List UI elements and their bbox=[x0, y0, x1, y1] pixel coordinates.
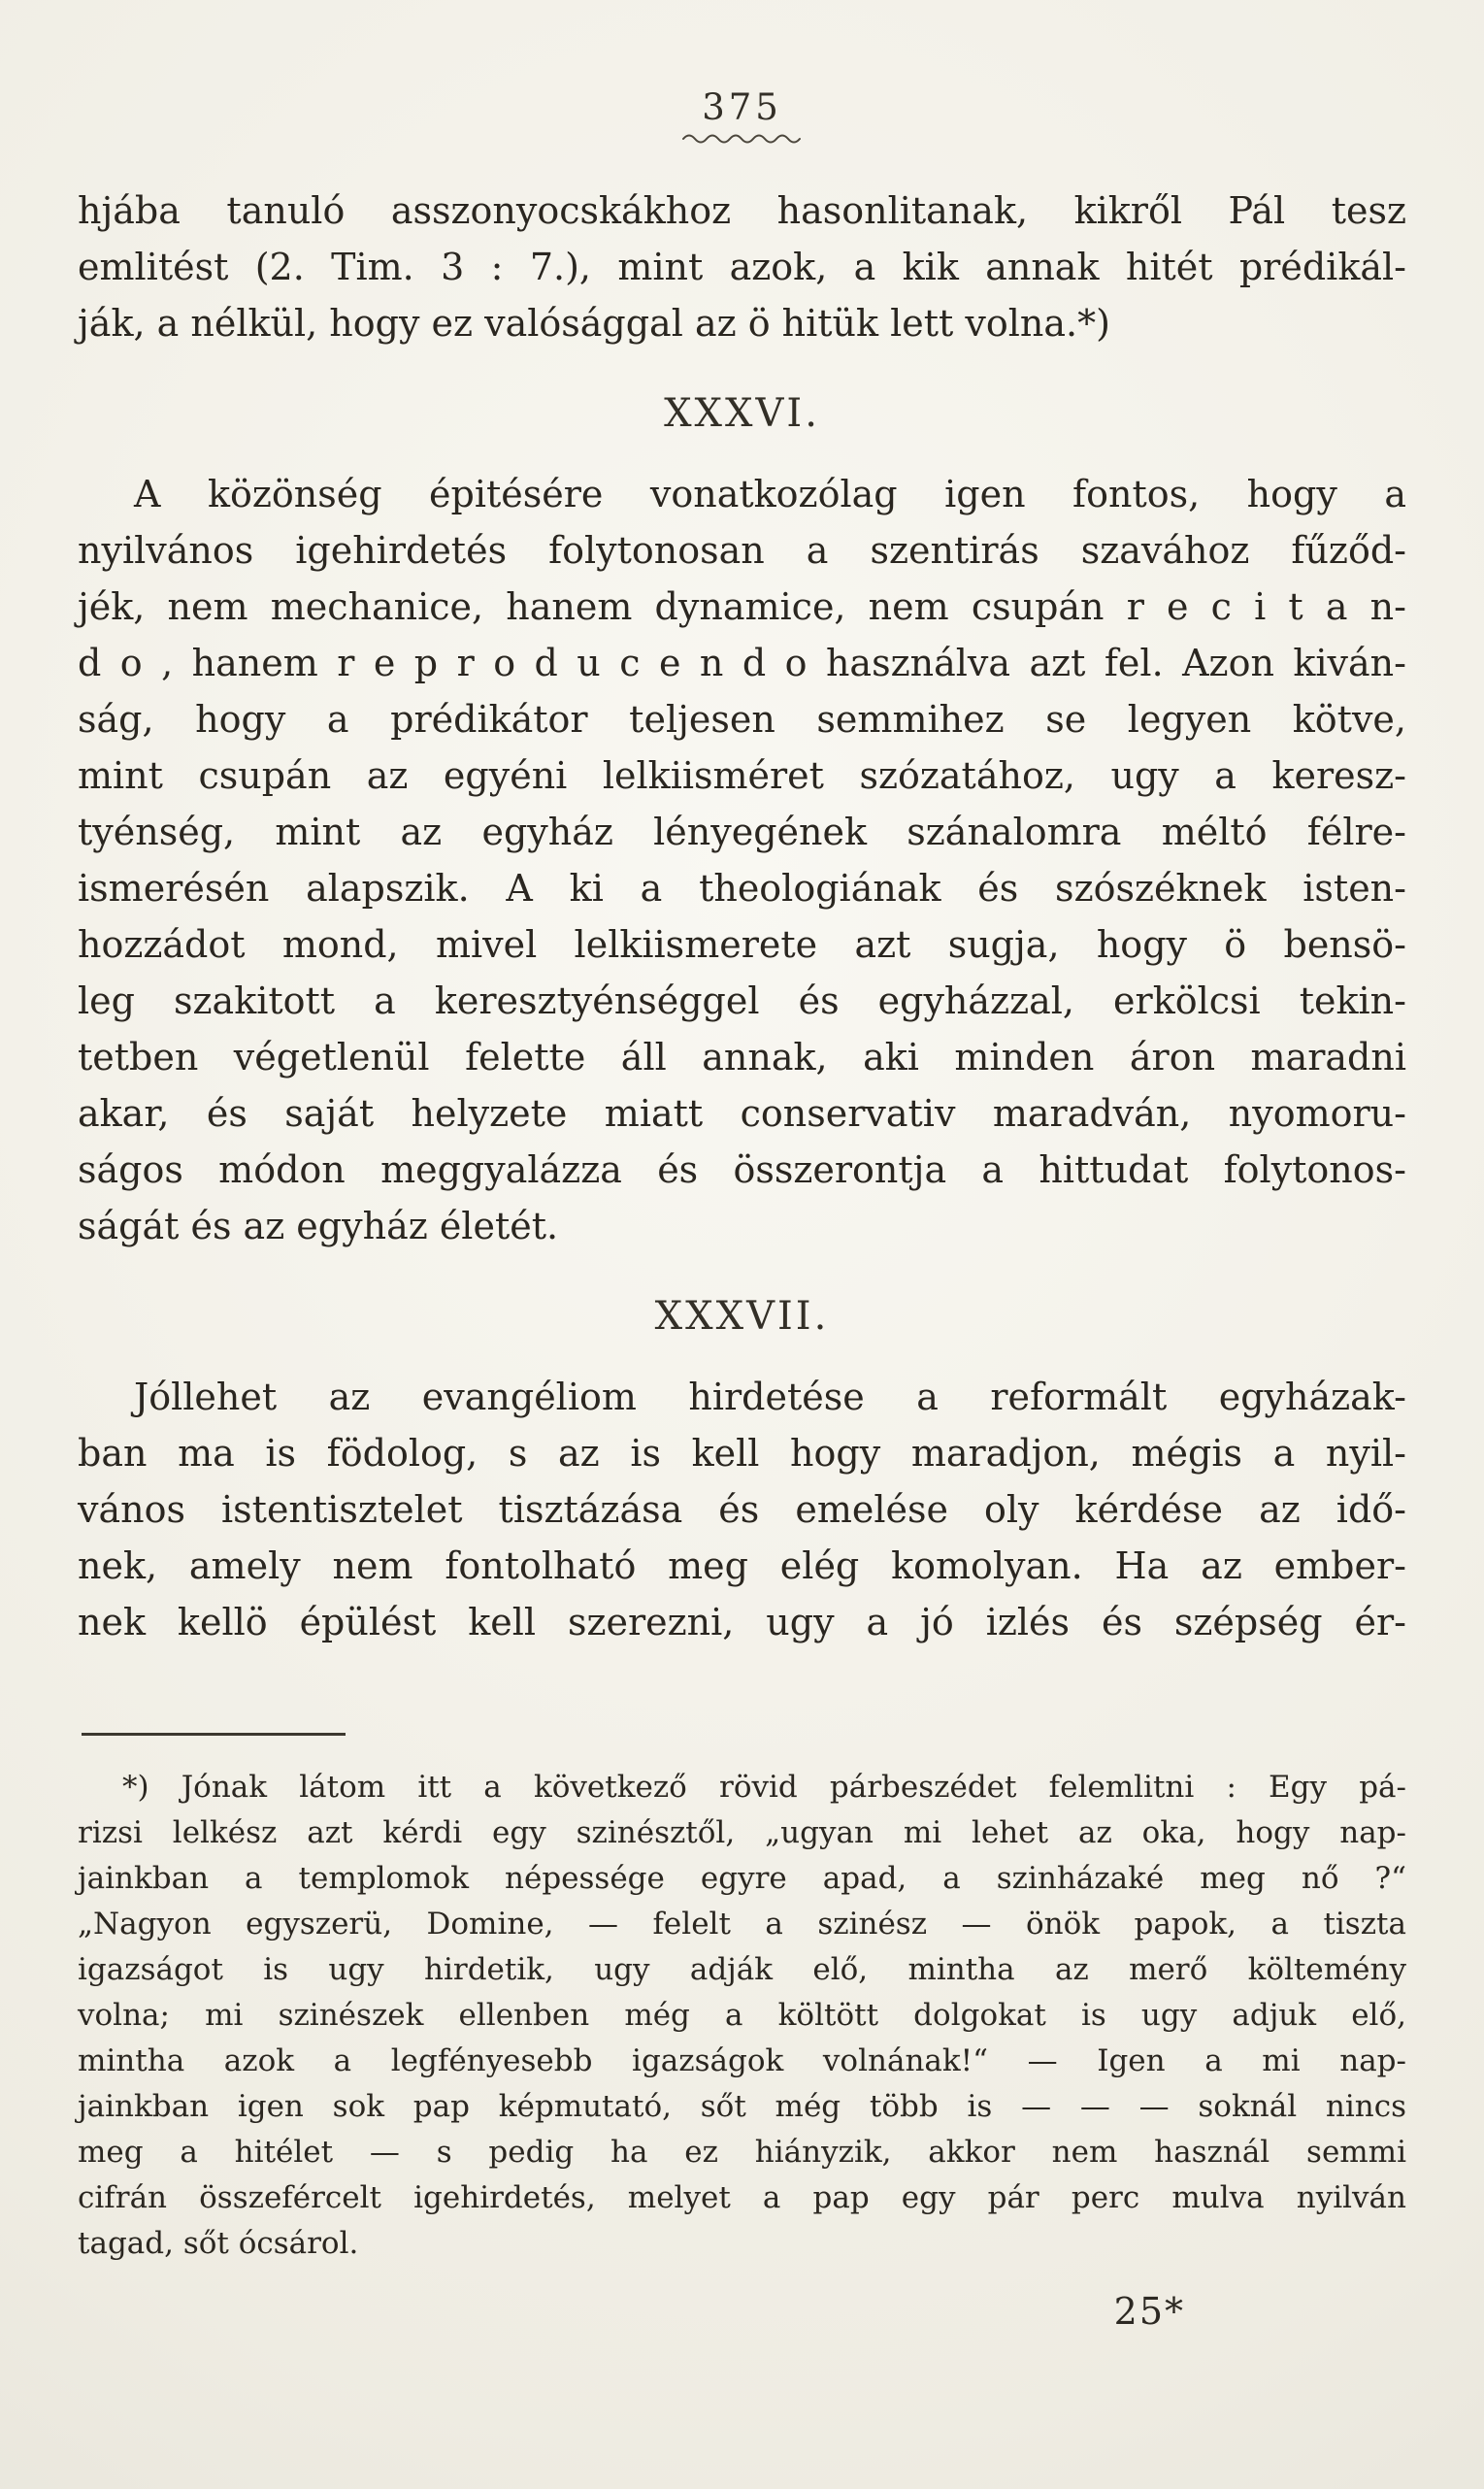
text-line: ismerésén alapszik. A ki a theologiának és szószéknek isten- bbox=[78, 867, 1406, 910]
text-line: Jóllehet az evangéliom hirdetése a reformált egyházak- bbox=[134, 1376, 1406, 1418]
text-line: A közönség épitésére vonatkozólag igen fontos, hogy a bbox=[134, 473, 1406, 515]
text-line: akar, és saját helyzete miatt conservativ maradván, nyomoru- bbox=[78, 1092, 1406, 1135]
footnote-line: „Nagyon egyszerü, Domine, — felelt a szinész — önök papok, a tiszta bbox=[78, 1907, 1406, 1941]
section-heading-xxxvi: XXXVI. bbox=[664, 391, 820, 436]
text-line: hjába tanuló asszonyocskákhoz hasonlitanak, kikről Pál tesz bbox=[78, 189, 1406, 232]
page-number: 375 bbox=[702, 86, 782, 128]
text-line: nyilvános igehirdetés folytonosan a szentirás szavához fűződ- bbox=[78, 529, 1406, 572]
text-line: leg szakitott a keresztyénséggel és egyházzal, erkölcsi tekin- bbox=[78, 979, 1406, 1022]
footnote-line: igazságot is ugy hirdetik, ugy adják elő, mintha az merő költemény bbox=[78, 1952, 1406, 1987]
text-line: d o , hanem r e p r o d u c e n d o használva azt fel. Azon kiván- bbox=[78, 642, 1406, 684]
footnote-line: mintha azok a legfényesebb igazságok volnának!“ — Igen a mi nap- bbox=[78, 2043, 1406, 2078]
footnote-line: tagad, sőt ócsárol. bbox=[78, 2226, 359, 2261]
section-heading-xxxvii: XXXVII. bbox=[654, 1294, 830, 1339]
paragraph-intro bbox=[78, 183, 1406, 351]
text-line: vános istentisztelet tisztázása és emelése oly kérdése az idő- bbox=[78, 1488, 1406, 1531]
footnote-line: cifrán összefércelt igehirdetés, melyet a pap egy pár perc mulva nyilván bbox=[78, 2180, 1406, 2215]
footnote-separator bbox=[82, 1733, 346, 1736]
footnote-line: jainkban a templomok népessége egyre apad, a szinházaké meg nő ?“ bbox=[78, 1861, 1406, 1896]
text-line: nek kellö épülést kell szerezni, ugy a jó izlés és szépség ér- bbox=[78, 1601, 1406, 1643]
text-line: mint csupán az egyéni lelkiisméret szózatához, ugy a keresz- bbox=[78, 754, 1406, 797]
text-line: tetben végetlenül felette áll annak, aki minden áron maradni bbox=[78, 1036, 1406, 1079]
paragraph-xxxvi bbox=[78, 466, 1406, 1254]
text-line: jék, nem mechanice, hanem dynamice, nem csupán r e c i t a n- bbox=[78, 585, 1406, 628]
text-line: nek, amely nem fontolható meg elég komolyan. Ha az ember- bbox=[78, 1544, 1406, 1587]
footnote-line: jainkban igen sok pap képmutató, sőt még több is — — — soknál nincs bbox=[78, 2089, 1406, 2124]
footnote bbox=[78, 1765, 1406, 2267]
footnote-line: volna; mi szinészek ellenben még a költött dolgokat is ugy adjuk elő, bbox=[78, 1998, 1406, 2033]
text-line: hozzádot mond, mivel lelkiismerete azt sugja, hogy ö bensö- bbox=[78, 923, 1406, 966]
footnote-line: meg a hitélet — s pedig ha ez hiányzik, akkor nem használ semmi bbox=[78, 2135, 1406, 2170]
text-line: tyénség, mint az egyház lényegének szánalomra méltó félre- bbox=[78, 811, 1406, 853]
text-line: ban ma is födolog, s az is kell hogy maradjon, mégis a nyil- bbox=[78, 1432, 1406, 1475]
page-number-flourish-icon bbox=[680, 130, 805, 144]
signature-mark: 25* bbox=[1113, 2290, 1185, 2333]
text-line: ság, hogy a prédikátor teljesen semmihez se legyen kötve, bbox=[78, 698, 1406, 741]
paragraph-xxxvii bbox=[78, 1369, 1406, 1650]
footnote-line: *) Jónak látom itt a következő rövid párbeszédet felemlitni : Egy pá- bbox=[122, 1770, 1406, 1805]
footnote-line: rizsi lelkész azt kérdi egy szinésztől, „ugyan mi lehet az oka, hogy nap- bbox=[78, 1815, 1406, 1850]
text-line: ságát és az egyház életét. bbox=[78, 1205, 559, 1247]
text-line: ják, a nélkül, hogy ez valósággal az ö hitük lett volna.*) bbox=[78, 302, 1110, 345]
text-line: ságos módon meggyalázza és összerontja a hittudat folytonos- bbox=[78, 1148, 1406, 1191]
text-line: emlitést (2. Tim. 3 : 7.), mint azok, a kik annak hitét prédikál- bbox=[78, 246, 1406, 288]
page-header bbox=[78, 85, 1406, 144]
